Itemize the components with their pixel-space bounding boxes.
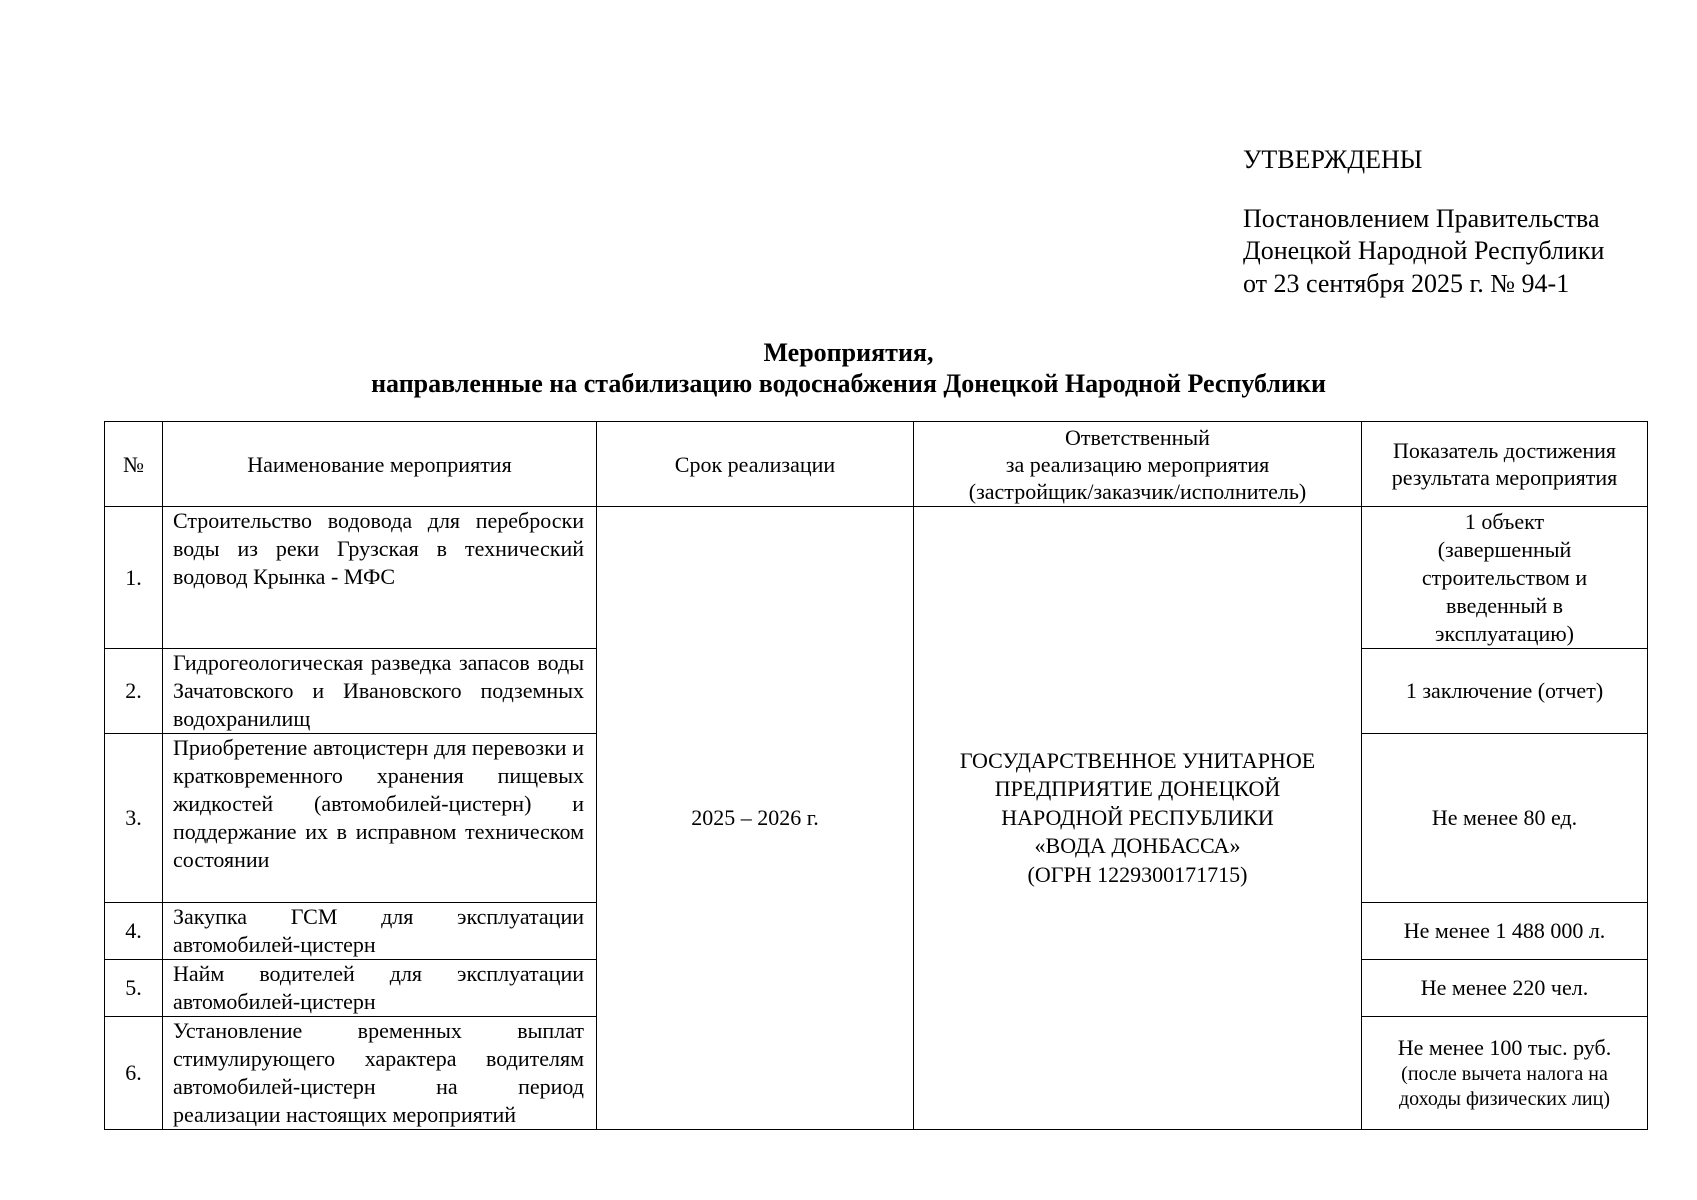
header-responsible-line: (застройщик/заказчик/исполнитель): [968, 478, 1307, 504]
indicator-line: введенный в: [1445, 592, 1564, 618]
row-indicator: Не менее 80 ед.: [1362, 734, 1648, 903]
responsible-line: ГОСУДАРСТВЕННОЕ УНИТАРНОЕ: [959, 747, 1316, 773]
row-number: 6.: [105, 1017, 163, 1130]
measures-table: [104, 421, 1648, 1130]
row-number: 2.: [105, 649, 163, 734]
indicator-line: (завершенный: [1437, 536, 1572, 562]
approval-block: [1243, 144, 1673, 300]
approval-heading: УТВЕРЖДЕНЫ: [1243, 145, 1423, 174]
term-cell: 2025 – 2026 г.: [597, 507, 914, 1130]
row-indicator: Не менее 1 488 000 л.: [1362, 903, 1648, 960]
header-term: Срок реализации: [597, 422, 914, 507]
indicator-line: доходы физических лиц): [1399, 1088, 1610, 1110]
responsible-line: «ВОДА ДОНБАССА»: [1034, 833, 1241, 859]
row-indicator: [1362, 1017, 1648, 1130]
row-number: 1.: [105, 507, 163, 649]
title-line: направленные на стабилизацию водоснабжения Донецкой Народной Республики: [371, 369, 1326, 398]
row-indicator: [1362, 507, 1648, 649]
responsible-cell: [914, 507, 1362, 1130]
table-header-row: [105, 422, 1648, 507]
row-number: 4.: [105, 903, 163, 960]
approval-line: Донецкой Народной Республики: [1243, 236, 1605, 265]
row-name: Найм водителей для эксплуатации автомобилей-цистерн: [163, 960, 597, 1017]
title-line: Мероприятия,: [763, 338, 934, 367]
document-title: [0, 337, 1697, 399]
responsible-line: (ОГРН 1229300171715): [1027, 861, 1248, 887]
row-number: 5.: [105, 960, 163, 1017]
responsible-line: ПРЕДПРИЯТИЕ ДОНЕЦКОЙ: [994, 776, 1281, 802]
row-name: Строительство водовода для переброски воды из реки Грузская в технический водовод Крынка - МФС: [163, 507, 597, 649]
row-number: 3.: [105, 734, 163, 903]
row-name: Приобретение автоцистерн для перевозки и кратковременного хранения пищевых жидкостей (автомобилей-цистерн) и поддержание их в исправном техническом состоянии: [163, 734, 597, 903]
header-responsible: [914, 422, 1362, 507]
header-indicator: [1362, 422, 1648, 507]
approval-line: Постановлением Правительства: [1243, 203, 1600, 233]
row-name: Закупка ГСМ для эксплуатации автомобилей-цистерн: [163, 903, 597, 960]
row-indicator: Не менее 220 чел.: [1362, 960, 1648, 1017]
header-num: №: [105, 422, 163, 507]
approval-line: от 23 сентября 2025 г. № 94-1: [1243, 268, 1570, 298]
indicator-line: 1 объект: [1464, 508, 1545, 534]
header-indicator-line: результата мероприятия: [1391, 465, 1618, 490]
row-indicator: 1 заключение (отчет): [1362, 649, 1648, 734]
header-indicator-line: Показатель достижения: [1392, 438, 1617, 463]
row-name: Установление временных выплат стимулирующего характера водителям автомобилей-цистерн на период реализации настоящих мероприятий: [163, 1017, 597, 1130]
header-responsible-line: за реализацию мероприятия: [1005, 451, 1270, 477]
indicator-line: строительством и: [1421, 564, 1588, 590]
row-name: Гидрогеологическая разведка запасов воды Зачатовского и Ивановского подземных водохранилищ: [163, 649, 597, 734]
indicator-line: (после вычета налога на: [1401, 1063, 1608, 1085]
approval-basis: [1243, 203, 1673, 301]
responsible-line: НАРОДНОЙ РЕСПУБЛИКИ: [1001, 804, 1274, 830]
indicator-line: Не менее 100 тыс. руб.: [1397, 1035, 1612, 1060]
indicator-line: эксплуатацию): [1435, 620, 1574, 646]
header-responsible-line: Ответственный: [1065, 424, 1210, 450]
header-name: Наименование мероприятия: [163, 422, 597, 507]
table-row: [105, 507, 1648, 649]
